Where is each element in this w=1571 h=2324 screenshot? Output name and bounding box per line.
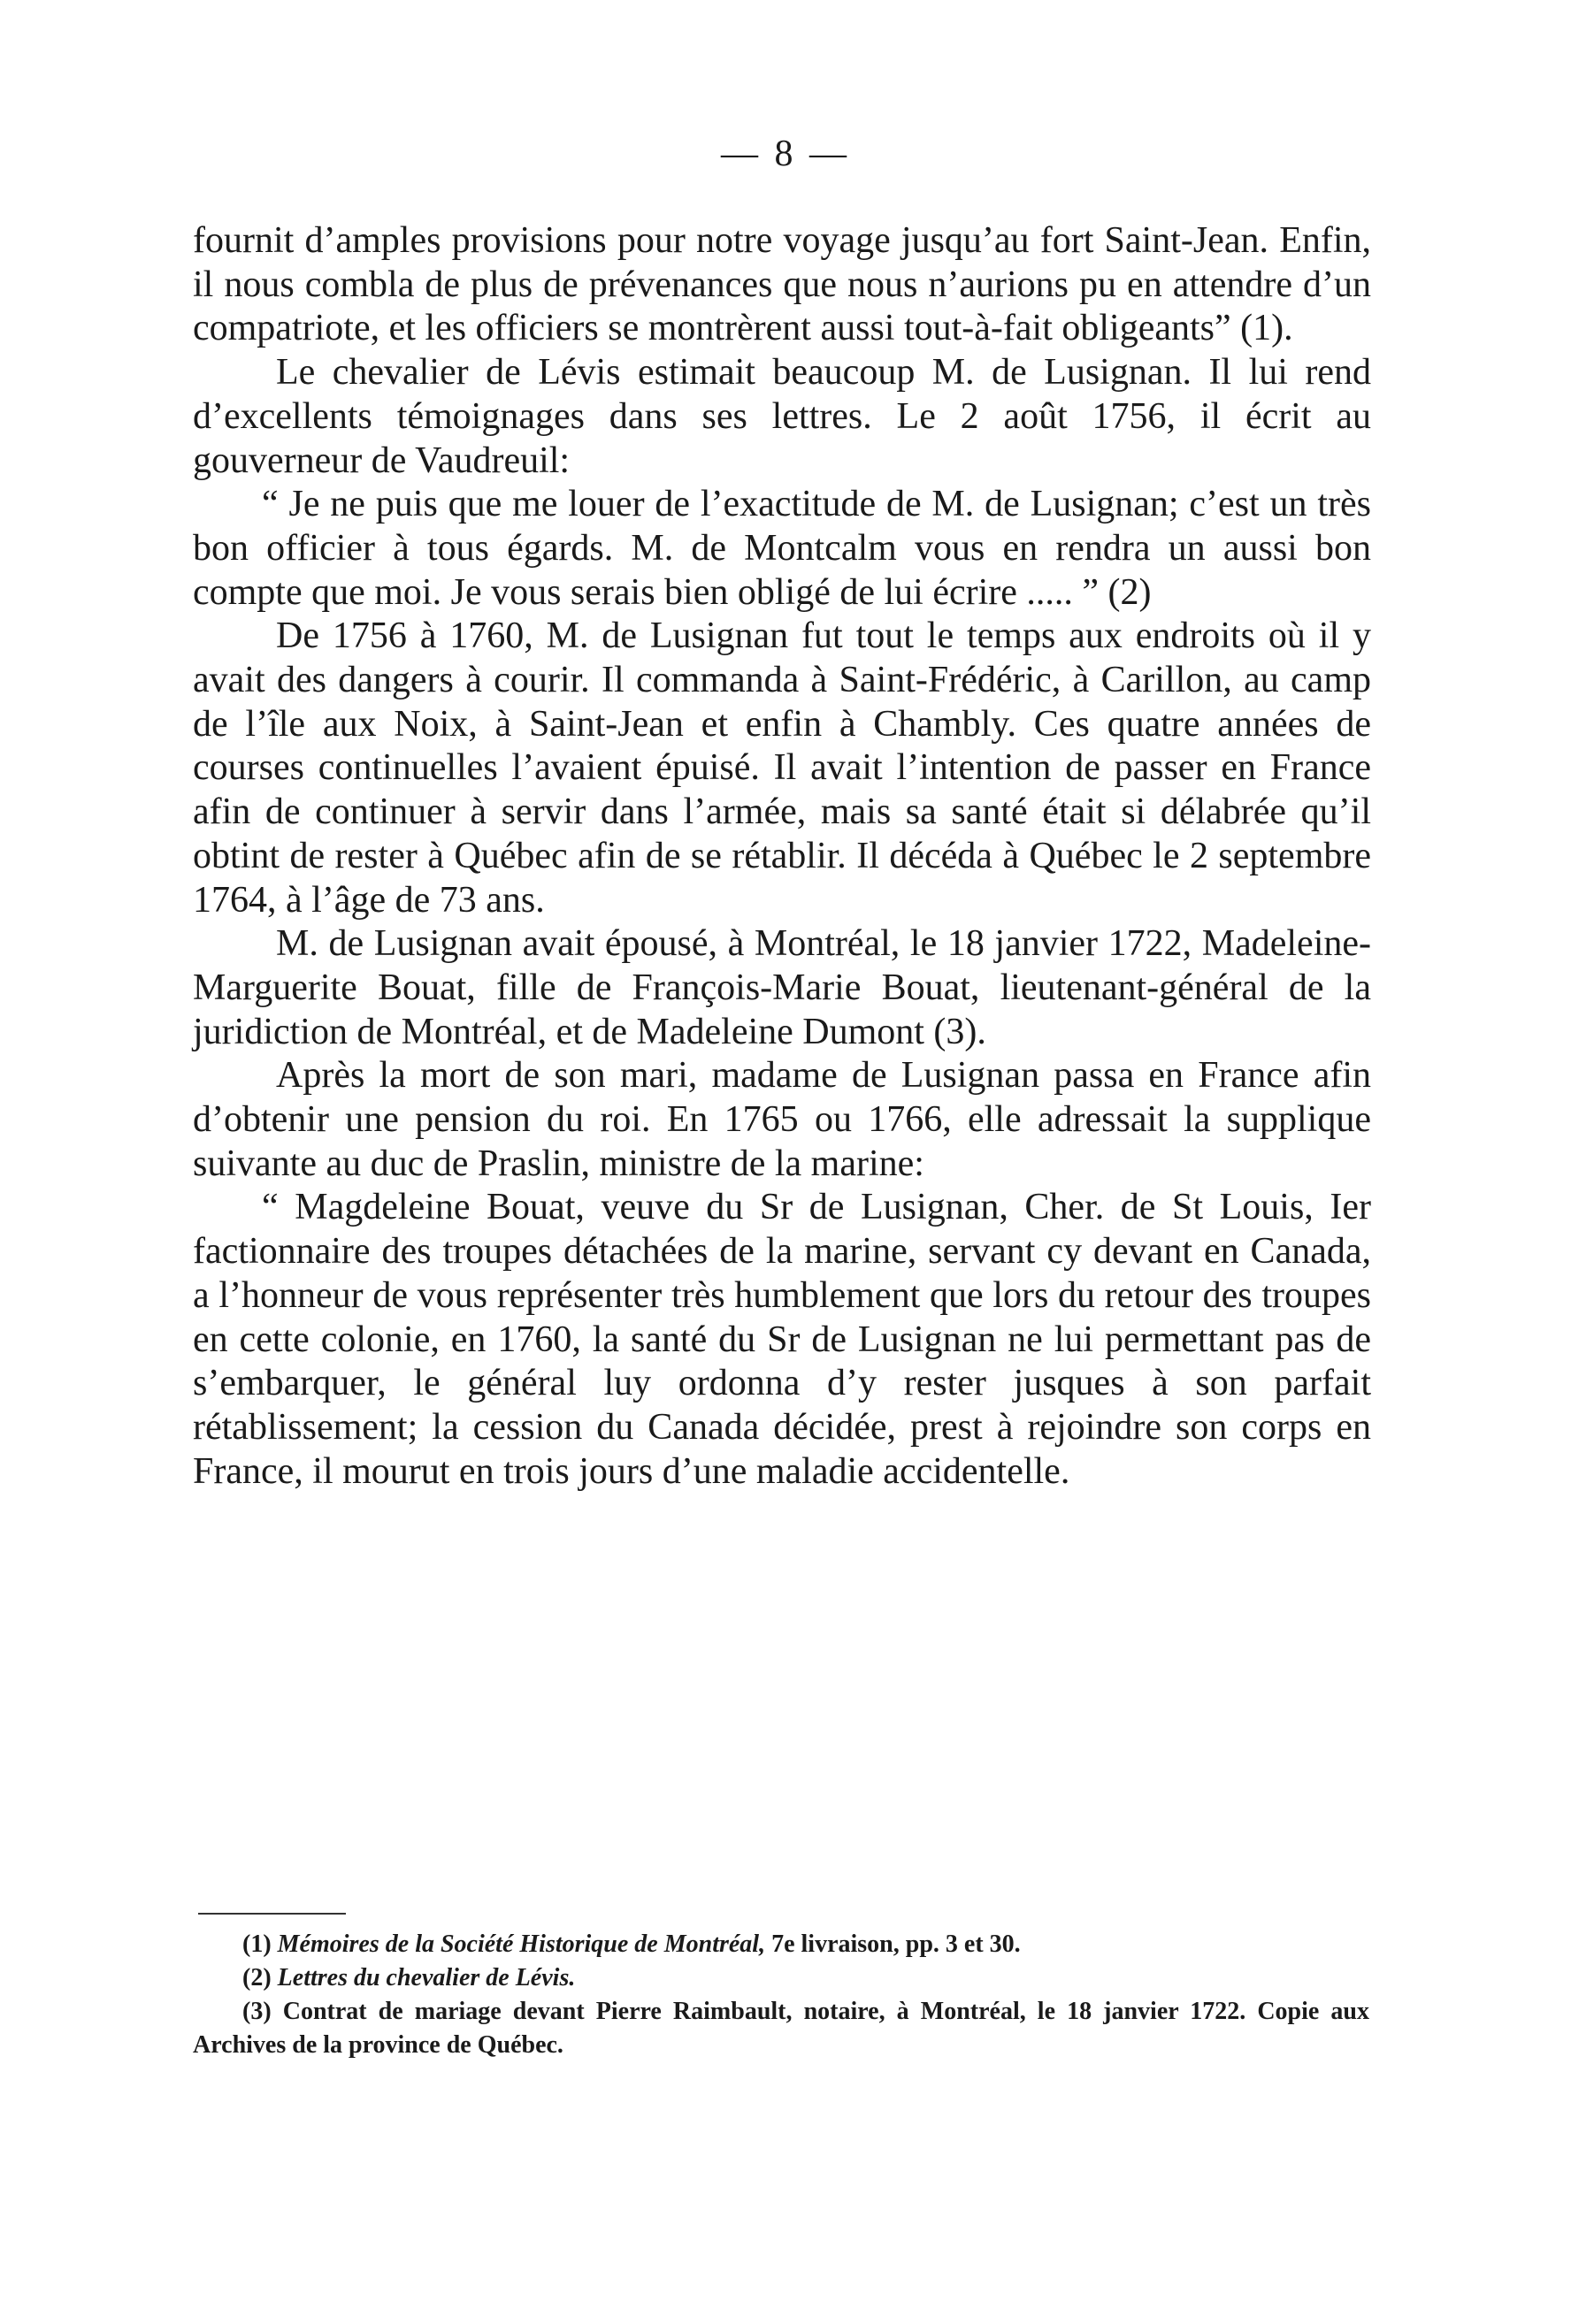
- paragraph-marriage: M. de Lusignan avait épousé, à Montréal, le 18 janvier 1722, Madeleine-Marguerite Bouat, fille de François-Marie Bouat, lieutenant-général de la juridiction de Montréal, et de Madeleine Dumont (3).: [193, 923, 1371, 1052]
- quote-supplique: “ Magdeleine Bouat, veuve du Sr de Lusignan, Cher. de St Louis, Ier factionnaire des troupes détachées de la marine, servant cy devant en Canada, a l’honneur de vous représenter très humblement que lors du retour des troupes en cette colonie, en 1760, la santé du Sr de Lusignan ne lui permettant pas de s’embarquer, le général luy ordonna d’y rester jusques à son parfait rétablissement; la cession du Canada décidée, prest à rejoindre son corps en France, il mourut en trois jours d’une maladie accidentelle.: [193, 1187, 1371, 1492]
- page-number: — 8 —: [721, 134, 850, 174]
- paragraph-continuation: fournit d’amples provisions pour notre voyage jusqu’au fort Saint-Jean. Enfin, il nous combla de plus de prévenances que nous n’aurions pu en attendre d’un compatriote, et les officiers se montrèrent aussi tout-à-fait obligeants” (1).: [193, 220, 1371, 349]
- footnote-text: Contrat de mariage devant Pierre Raimbault, notaire, à Montréal, le 18 janvier 1722. Copie aux Archives de la province de Québec.: [193, 1998, 1369, 2059]
- footnote-title: Lettres du chevalier de Lévis.: [277, 1964, 576, 1991]
- footnote-divider: [198, 1913, 346, 1915]
- footnote-title: Mémoires de la Société Historique de Montréal,: [277, 1930, 766, 1958]
- footnote-mark: (1): [242, 1930, 272, 1958]
- main-text: [193, 219, 1371, 1494]
- paragraph-levis: Le chevalier de Lévis estimait beaucoup M. de Lusignan. Il lui rend d’excellents témoignages dans ses lettres. Le 2 août 1756, il écrit au gouverneur de Vaudreuil:: [193, 352, 1371, 481]
- footnote: [193, 1961, 1369, 1995]
- paragraph-career: De 1756 à 1760, M. de Lusignan fut tout le temps aux endroits où il y avait des dangers à courir. Il commanda à Saint-Frédéric, à Carillon, au camp de l’île aux Noix, à Saint-Jean et enfin à Chambly. Ces quatre années de courses continuelles l’avaient épuisé. Il avait l’intention de passer en France afin de continuer à servir dans l’armée, mais sa santé était si délabrée qu’il obtint de rester à Québec afin de se rétablir. Il décéda à Québec le 2 septembre 1764, à l’âge de 73 ans.: [193, 615, 1371, 921]
- footnote: [193, 1928, 1369, 1961]
- paragraph-widow: Après la mort de son mari, madame de Lusignan passa en France afin d’obtenir une pension du roi. En 1765 ou 1766, elle adressait la supplique suivante au duc de Praslin, ministre de la marine:: [193, 1055, 1371, 1184]
- footnote: [193, 1995, 1369, 2062]
- footnote-mark: (2): [242, 1964, 272, 1991]
- footnote-mark: (3): [242, 1998, 272, 2025]
- footnotes: [193, 1928, 1369, 2062]
- footnote-text: 7e livraison, pp. 3 et 30.: [765, 1930, 1021, 1958]
- quote-levis-letter: “ Je ne puis que me louer de l’exactitude de M. de Lusignan; c’est un très bon officier à tous égards. M. de Montcalm vous en rendra un aussi bon compte que moi. Je vous serais bien obligé de lui écrire ..... ” (2): [193, 484, 1371, 613]
